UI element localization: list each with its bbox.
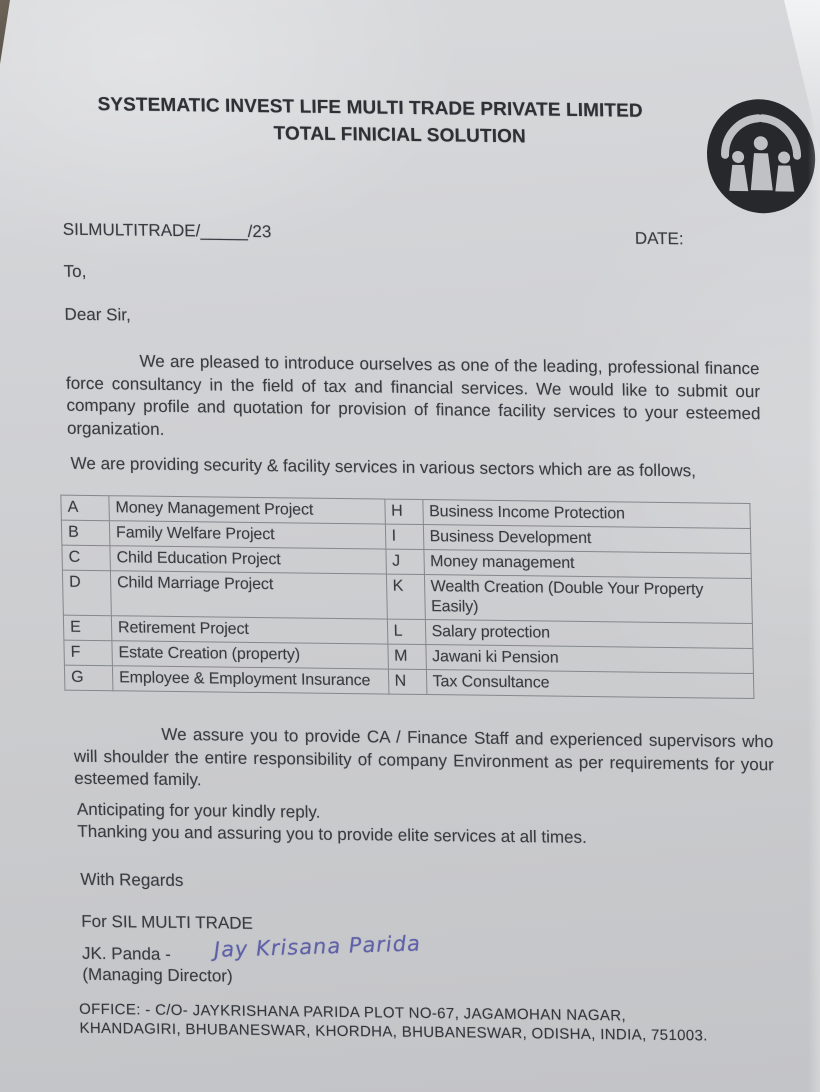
service-key-cell: I [385,524,423,549]
service-key-cell: H [384,499,422,524]
service-key-cell: N [388,669,426,694]
paper-right-edge-light [808,0,820,1092]
reference-row [63,219,763,250]
service-key-cell: E [63,615,111,641]
service-key-cell: L [387,619,425,644]
office-address-line1: OFFICE: - C/O- JAYKRISHANA PARIDA PLOT NO-67, JAGAMOHAN NAGAR, [78,1000,627,1025]
service-key-cell: B [61,520,109,546]
service-key-cell: D [62,570,111,616]
service-key-cell: K [386,574,425,619]
service-name-cell: Family Welfare Project [109,521,385,549]
company-name: SYSTEMATIC INVEST LIFE MULTI TRADE PRIVATE LIMITED [97,94,643,122]
handwritten-signature: Jay Krisana Parida [213,931,422,962]
service-name-cell: Child Marriage Project [110,571,387,619]
service-name-cell: Wealth Creation (Double Your Property Easily) [424,575,752,624]
service-name-cell: Salary protection [425,620,753,649]
service-key-cell: J [385,549,423,574]
to-line: To, [63,261,87,281]
service-name-cell: Money Management Project [109,496,385,524]
letterhead [42,90,699,152]
service-name-cell: Child Education Project [110,546,386,574]
service-key-cell: F [64,640,112,666]
service-name-cell: Employee & Employment Insurance [112,666,388,694]
services-table [60,495,754,699]
thanking-line: Thanking you and assuring you to provide elite services at all times. [77,821,587,847]
service-name-cell: Tax Consultance [426,670,754,699]
signatory-name: JK. Panda - [81,943,171,964]
intro-paragraph: We are pleased to introduce ourselves as one of the leading, professional finance force consultancy in the field of tax and financial services. We would like to submit our company profile and quotation for provision of finance facility services to your esteemed organization. [65,351,761,439]
on-behalf-line: For SIL MULTI TRADE [81,911,254,933]
service-name-cell: Jawani ki Pension [425,645,753,674]
service-name-cell: Retirement Project [111,616,387,644]
service-name-cell: Estate Creation (property) [112,641,388,669]
greeting-line: Dear Sir, [64,304,131,325]
anticipating-line: Anticipating for your kindly reply. [76,799,321,822]
date-label: DATE: [634,228,684,249]
signatory-title: (Managing Director) [82,964,233,986]
service-key-cell: M [387,644,425,669]
assurance-paragraph: We assure you to provide CA / Finance Staff and experienced supervisors who will shoulder the entire responsibility of company Environment as per requirements for your esteemed family. [73,724,775,790]
company-tagline: TOTAL FINICIAL SOLUTION [273,123,527,148]
office-address [79,1001,780,1047]
sectors-line: We are providing security & facility services in various sectors which are as follows, [70,453,697,481]
service-name-cell: Money management [423,550,751,579]
service-key-cell: A [61,495,109,521]
family-figures-logo-icon [704,97,818,216]
service-name-cell: Business Income Protection [422,500,750,529]
service-name-cell: Business Development [423,525,751,554]
reference-number: SILMULTITRADE/_____/23 [62,219,272,242]
service-key-cell: C [62,545,110,571]
regards-line: With Regards [80,869,184,891]
office-address-line2: KHANDAGIRI, BHUBANESWAR, KHORDHA, BHUBANESWAR, ODISHA, INDIA, 751003. [79,1019,708,1044]
service-key-cell: G [64,665,112,691]
